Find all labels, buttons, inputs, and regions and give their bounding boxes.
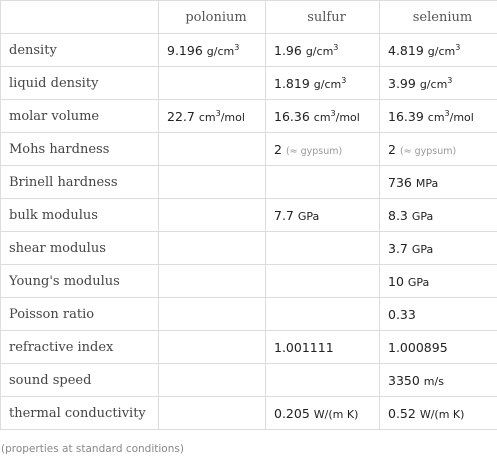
value-cell-polonium bbox=[159, 34, 266, 67]
value-cell-polonium bbox=[159, 67, 266, 100]
value-unit-suffix: /mol bbox=[449, 110, 474, 124]
row-label: Poisson ratio bbox=[1, 298, 159, 331]
value-cell-selenium bbox=[380, 397, 497, 430]
value-cell-polonium bbox=[159, 166, 266, 199]
value-cell-selenium bbox=[380, 232, 497, 265]
value-note: (≈ gypsum) bbox=[285, 145, 343, 157]
value-unit: W/(m K) bbox=[313, 407, 359, 421]
value-cell-polonium bbox=[159, 331, 266, 364]
value-unit: cm bbox=[198, 110, 216, 124]
value-unit: g/cm bbox=[313, 77, 342, 91]
value-cell-selenium bbox=[380, 133, 497, 166]
value-unit-suffix: /mol bbox=[335, 110, 360, 124]
value-unit: cm bbox=[427, 110, 445, 124]
value-cell-selenium bbox=[380, 331, 497, 364]
value-number: 22.7 bbox=[167, 108, 195, 124]
table-row bbox=[1, 34, 497, 67]
value-unit: W/(m K) bbox=[419, 407, 465, 421]
column-header-selenium: selenium bbox=[380, 1, 497, 34]
table-row bbox=[1, 232, 497, 265]
value-number: 736 bbox=[388, 174, 412, 190]
value-cell-sulfur bbox=[266, 166, 380, 199]
value-cell-selenium bbox=[380, 67, 497, 100]
value-cell-polonium bbox=[159, 265, 266, 298]
value-unit: GPa bbox=[411, 242, 434, 256]
value-cell-selenium bbox=[380, 34, 497, 67]
row-label: Young's modulus bbox=[1, 265, 159, 298]
value-cell-polonium bbox=[159, 232, 266, 265]
value-number: 16.36 bbox=[274, 108, 310, 124]
value-cell-sulfur bbox=[266, 265, 380, 298]
value-number: 0.52 bbox=[388, 405, 416, 421]
unit-exponent: 3 bbox=[215, 108, 221, 118]
value-number: 3.99 bbox=[388, 75, 416, 91]
value-number: 4.819 bbox=[388, 42, 424, 58]
table-row bbox=[1, 265, 497, 298]
header-row bbox=[1, 1, 497, 34]
value-number: 7.7 bbox=[274, 207, 294, 223]
value-cell-selenium bbox=[380, 100, 497, 133]
value-cell-sulfur bbox=[266, 199, 380, 232]
value-cell-polonium bbox=[159, 397, 266, 430]
value-cell-selenium bbox=[380, 364, 497, 397]
table-row bbox=[1, 199, 497, 232]
properties-table-body bbox=[1, 1, 497, 430]
value-cell-polonium bbox=[159, 133, 266, 166]
value-cell-selenium bbox=[380, 265, 497, 298]
row-label: Brinell hardness bbox=[1, 166, 159, 199]
value-cell-sulfur bbox=[266, 67, 380, 100]
table-row bbox=[1, 364, 497, 397]
row-label: liquid density bbox=[1, 67, 159, 100]
table-row bbox=[1, 331, 497, 364]
value-cell-sulfur bbox=[266, 331, 380, 364]
value-cell-polonium bbox=[159, 364, 266, 397]
value-number: 1.96 bbox=[274, 42, 302, 58]
table-row bbox=[1, 298, 497, 331]
value-number: 9.196 bbox=[167, 42, 203, 58]
row-label: refractive index bbox=[1, 331, 159, 364]
unit-exponent: 3 bbox=[234, 42, 240, 52]
row-label: shear modulus bbox=[1, 232, 159, 265]
value-unit-suffix: /mol bbox=[220, 110, 245, 124]
value-note: (≈ gypsum) bbox=[399, 145, 457, 157]
unit-exponent: 3 bbox=[333, 42, 339, 52]
value-unit: g/cm bbox=[419, 77, 448, 91]
column-header-blank bbox=[1, 1, 159, 34]
value-cell-sulfur bbox=[266, 364, 380, 397]
value-cell-selenium bbox=[380, 166, 497, 199]
footnote: (properties at standard conditions) bbox=[1, 443, 184, 455]
table-row bbox=[1, 397, 497, 430]
row-label: bulk modulus bbox=[1, 199, 159, 232]
value-cell-polonium bbox=[159, 199, 266, 232]
table-row bbox=[1, 67, 497, 100]
column-header-polonium: polonium bbox=[159, 1, 266, 34]
unit-exponent: 3 bbox=[341, 75, 347, 85]
value-number: 2 bbox=[274, 141, 282, 157]
table-row bbox=[1, 100, 497, 133]
value-cell-sulfur bbox=[266, 34, 380, 67]
value-cell-selenium bbox=[380, 199, 497, 232]
value-number: 1.000895 bbox=[388, 339, 448, 355]
value-cell-sulfur bbox=[266, 133, 380, 166]
row-label: molar volume bbox=[1, 100, 159, 133]
value-unit: GPa bbox=[407, 275, 430, 289]
value-unit: g/cm bbox=[305, 44, 334, 58]
value-cell-polonium bbox=[159, 100, 266, 133]
row-label: thermal conductivity bbox=[1, 397, 159, 430]
row-label: Mohs hardness bbox=[1, 133, 159, 166]
value-number: 0.33 bbox=[388, 306, 416, 322]
value-unit: GPa bbox=[297, 209, 320, 223]
row-label: density bbox=[1, 34, 159, 67]
value-unit: g/cm bbox=[206, 44, 235, 58]
value-number: 8.3 bbox=[388, 207, 408, 223]
value-number: 10 bbox=[388, 273, 404, 289]
unit-exponent: 3 bbox=[444, 108, 450, 118]
value-cell-sulfur bbox=[266, 397, 380, 430]
value-number: 3350 bbox=[388, 372, 420, 388]
row-label: sound speed bbox=[1, 364, 159, 397]
value-number: 3.7 bbox=[388, 240, 408, 256]
value-number: 16.39 bbox=[388, 108, 424, 124]
value-cell-sulfur bbox=[266, 298, 380, 331]
table-row bbox=[1, 133, 497, 166]
column-header-sulfur: sulfur bbox=[266, 1, 380, 34]
value-cell-polonium bbox=[159, 298, 266, 331]
unit-exponent: 3 bbox=[330, 108, 336, 118]
value-number: 2 bbox=[388, 141, 396, 157]
table-row bbox=[1, 166, 497, 199]
unit-exponent: 3 bbox=[447, 75, 453, 85]
value-number: 1.001111 bbox=[274, 339, 334, 355]
value-cell-sulfur bbox=[266, 232, 380, 265]
value-unit: MPa bbox=[415, 176, 439, 190]
unit-exponent: 3 bbox=[455, 42, 461, 52]
value-number: 0.205 bbox=[274, 405, 310, 421]
value-unit: m/s bbox=[423, 374, 444, 388]
value-cell-selenium bbox=[380, 298, 497, 331]
value-unit: cm bbox=[313, 110, 331, 124]
value-unit: GPa bbox=[411, 209, 434, 223]
value-cell-sulfur bbox=[266, 100, 380, 133]
value-number: 1.819 bbox=[274, 75, 310, 91]
value-unit: g/cm bbox=[427, 44, 456, 58]
